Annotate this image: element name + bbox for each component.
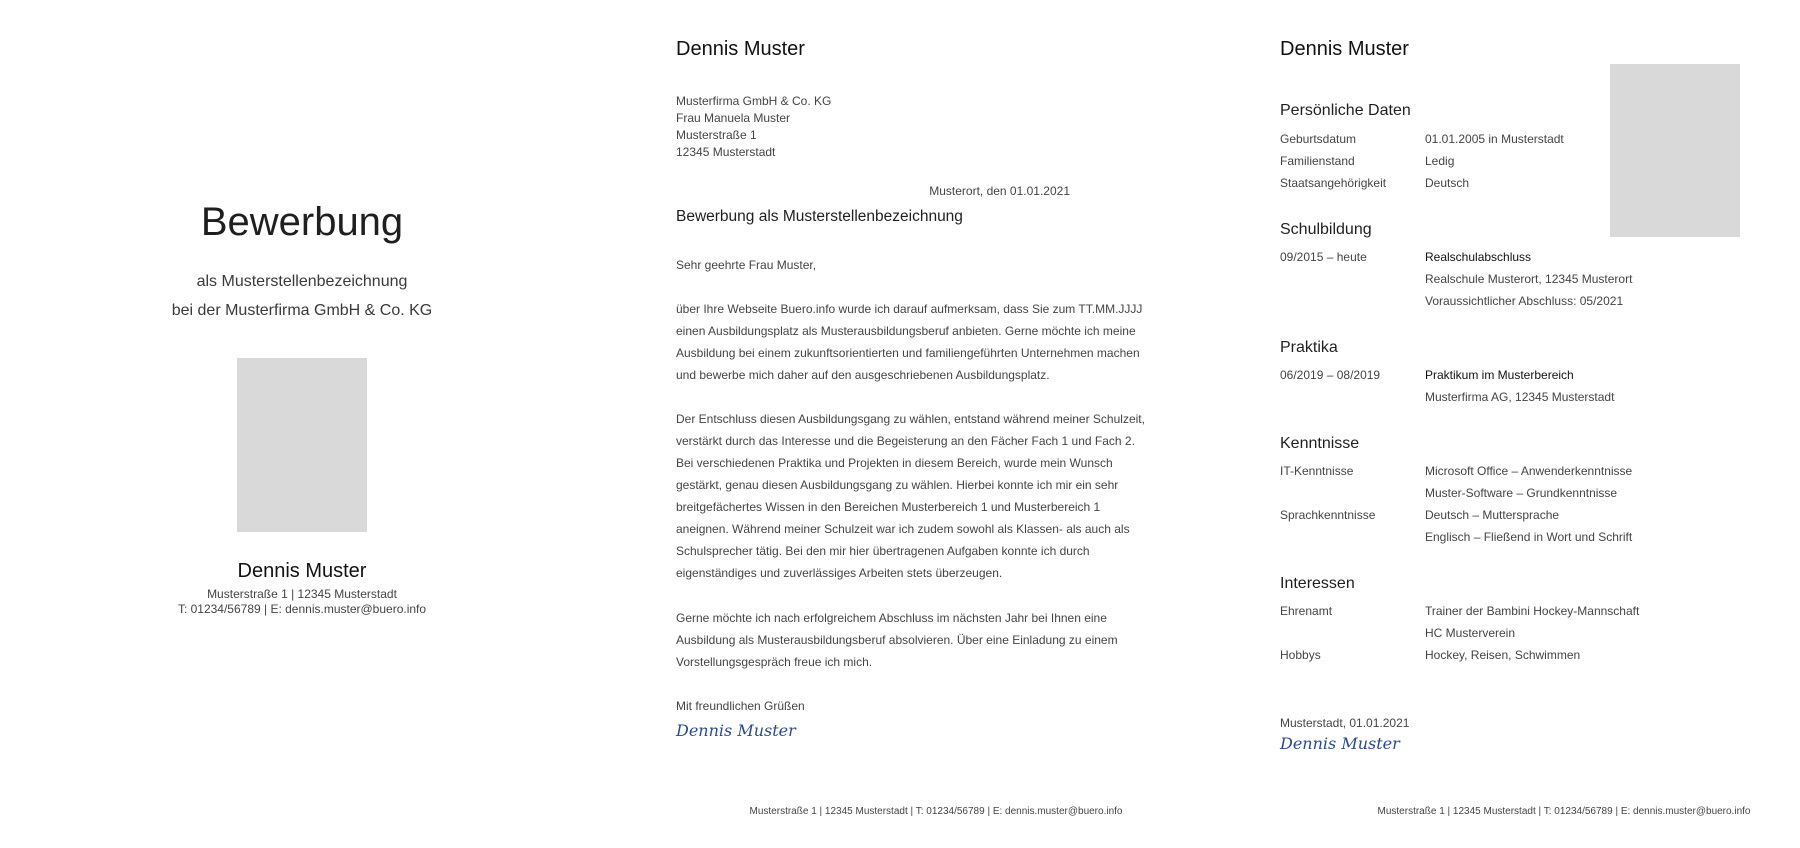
cover-letter-page	[604, 0, 1208, 848]
school-title: Realschulabschluss	[1425, 250, 1532, 264]
cover-page	[0, 0, 604, 848]
label-birthdate: Geburtsdatum	[1280, 132, 1357, 146]
letter-closing: Mit freundlichen Grüßen	[676, 699, 805, 713]
value-it-skill-1: Microsoft Office – Anwenderkenntnisse	[1425, 464, 1633, 478]
cover-contact: T: 01234/56789 | E: dennis.muster@buero.info	[177, 602, 427, 616]
cv-place-date: Musterstadt, 01.01.2021	[1280, 716, 1410, 730]
section-personal-heading: Persönliche Daten	[1280, 102, 1411, 119]
section-school-heading: Schulbildung	[1280, 221, 1372, 238]
value-hobbies: Hockey, Reisen, Schwimmen	[1425, 648, 1581, 662]
section-internship-heading: Praktika	[1280, 339, 1338, 356]
cover-subtitle-company: bei der Musterfirma GmbH & Co. KG	[171, 302, 433, 319]
cover-title: Bewerbung	[200, 200, 404, 244]
internship-title: Praktikum im Musterbereich	[1425, 368, 1574, 382]
label-volunteering: Ehrenamt	[1280, 604, 1333, 618]
cv-name: Dennis Muster	[1280, 38, 1409, 60]
cover-subtitle-position: als Musterstellenbezeichnung	[196, 273, 408, 290]
label-hobbies: Hobbys	[1280, 648, 1321, 662]
value-birthdate: 01.01.2005 in Musterstadt	[1425, 132, 1564, 146]
school-period: 09/2015 – heute	[1280, 250, 1367, 264]
cv-page	[1208, 0, 1800, 848]
recipient-line: 12345 Musterstadt	[676, 145, 776, 159]
letter-sender-name: Dennis Muster	[676, 38, 805, 60]
internship-company: Musterfirma AG, 12345 Musterstadt	[1425, 390, 1615, 404]
recipient-line: Musterfirma GmbH & Co. KG	[676, 94, 832, 108]
letter-subject: Bewerbung als Musterstellenbezeichnung	[676, 208, 963, 225]
letter-place-date: Musterort, den 01.01.2021	[929, 184, 1070, 198]
letter-paragraph-1: über Ihre Webseite Buero.info wurde ich darauf aufmerksam, dass Sie zum TT.MM.JJJJ einen Ausbildungsplatz als Musterausbildungsberuf anbieten. Gerne möchte ich meine Ausbildung bei einem zukunftsorientierten und familiengeführten Unternehmen machen und bewerbe mich daher auf den ausgeschriebenen Ausbildungsplatz.	[676, 302, 1143, 382]
recipient-line: Frau Manuela Muster	[676, 111, 791, 125]
school-expected-graduation: Voraussichtlicher Abschluss: 05/2021	[1425, 294, 1624, 308]
school-institution: Realschule Musterort, 12345 Musterort	[1425, 272, 1633, 286]
section-interests-heading: Interessen	[1280, 575, 1355, 592]
letter-paragraph-3: Gerne möchte ich nach erfolgreichem Abschluss im nächsten Jahr bei Ihnen eine Ausbildung als Musterausbildungsberuf absolvieren. Über eine Einladung zu einem Vorstellungsgespräch freue ich mich.	[676, 611, 1118, 669]
cover-applicant-name: Dennis Muster	[237, 560, 367, 582]
label-nationality: Staatsangehörigkeit	[1280, 176, 1387, 190]
letter-paragraph-2: Der Entschluss diesen Ausbildungsgang zu wählen, entstand während meiner Schulzeit, verstärkt durch das Interesse und die Begeisterung an den Fächer Fach 1 und Fach 2. Bei verschiedenen Praktika und Projekten in diesem Bereich, wurde mein Wunsch gestärkt, genau diesen Ausbildungsgang zu wählen. Hierbei konnte ich mir ein sehr breitgefächertes Wissen in den Bereichen Musterbereich 1 und Musterbereich 1 aneignen. Während meiner Schulzeit war ich zudem sowohl als Klassen- als auch als Schulsprecher tätig. Bei den mir hier übertragenen Aufgaben konnte ich durch eigenständiges und zuverlässiges Arbeiten stets überzeugen.	[676, 412, 1145, 580]
applicant-photo-placeholder	[237, 358, 367, 532]
label-marital-status: Familienstand	[1280, 154, 1355, 168]
value-marital-status: Ledig	[1425, 154, 1455, 168]
value-nationality: Deutsch	[1425, 176, 1470, 190]
label-it-skills: IT-Kenntnisse	[1280, 464, 1354, 478]
value-it-skill-2: Muster-Software – Grundkenntnisse	[1425, 486, 1618, 500]
section-skills-heading: Kenntnisse	[1280, 435, 1360, 452]
letter-salutation: Sehr geehrte Frau Muster,	[676, 258, 817, 272]
cv-footer: Musterstraße 1 | 12345 Musterstadt | T: 01234/56789 | E: dennis.muster@buero.info	[1377, 806, 1751, 817]
cv-photo-placeholder	[1610, 64, 1740, 237]
value-volunteering-1: Trainer der Bambini Hockey-Mannschaft	[1425, 604, 1640, 618]
value-volunteering-2: HC Musterverein	[1425, 626, 1516, 640]
internship-period: 06/2019 – 08/2019	[1280, 368, 1381, 382]
recipient-address	[676, 93, 831, 161]
cover-address: Musterstraße 1 | 12345 Musterstadt	[207, 587, 397, 601]
label-languages: Sprachkenntnisse	[1280, 508, 1376, 522]
cv-signature: Dennis Muster	[1280, 734, 1400, 753]
letter-signature: Dennis Muster	[676, 721, 796, 740]
recipient-line: Musterstraße 1	[676, 128, 757, 142]
value-language-1: Deutsch – Muttersprache	[1425, 508, 1560, 522]
value-language-2: Englisch – Fließend in Wort und Schrift	[1425, 530, 1633, 544]
letter-footer: Musterstraße 1 | 12345 Musterstadt | T: 01234/56789 | E: dennis.muster@buero.info	[749, 806, 1123, 817]
